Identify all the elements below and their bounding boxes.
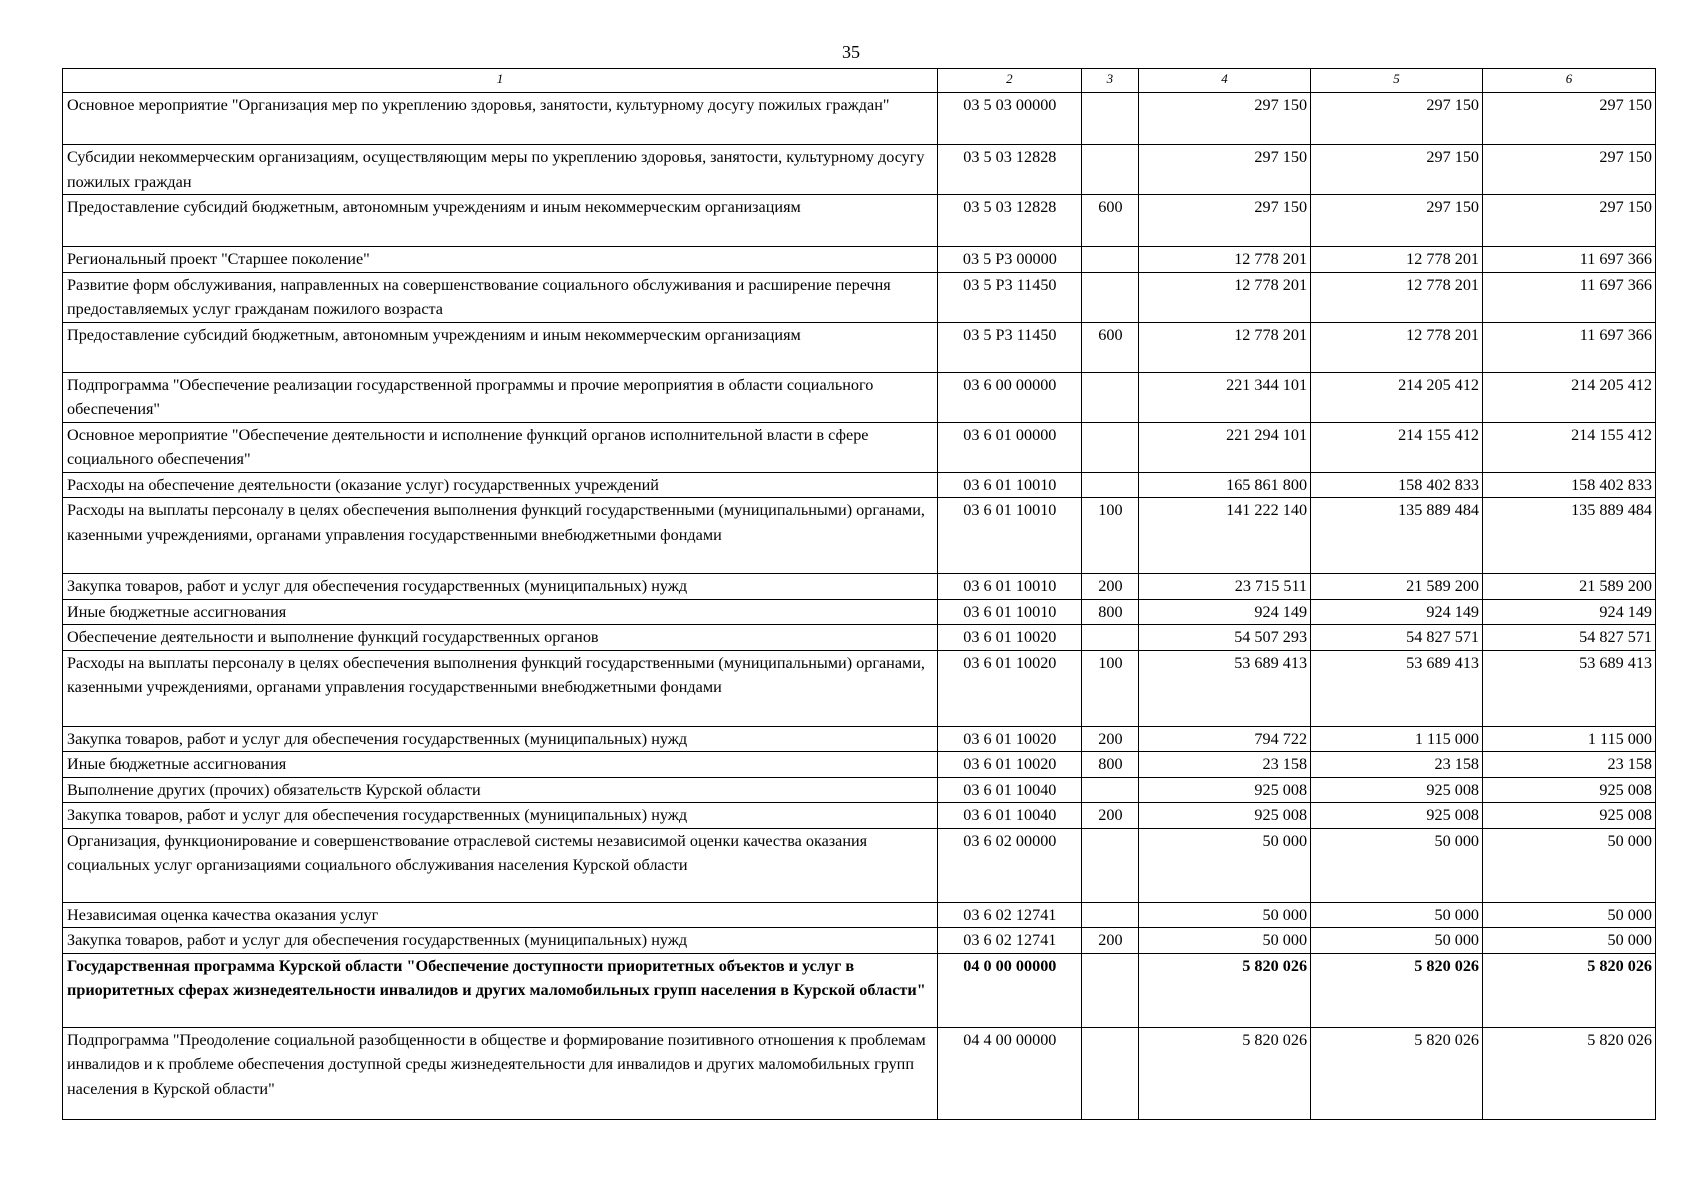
row-type-cell [1081,1027,1138,1119]
table-row [63,195,1656,247]
row-amount-1-cell: 12 778 201 [1139,247,1311,273]
row-amount-3-cell: 925 008 [1483,803,1656,829]
table-row [63,625,1656,651]
row-type-cell [1081,145,1138,195]
row-amount-3-cell: 297 150 [1483,145,1656,195]
row-amount-1-cell: 221 344 101 [1139,372,1311,422]
row-amount-1-cell: 23 158 [1139,752,1311,778]
row-name-cell: Подпрограмма "Преодоление социальной разобщенности в обществе и формирование позитивного отношения к проблемам инвалидов и к проблеме обеспечения доступной среды жизнедеятельности для инвалидов и других маломобильных групп населения в Курской области" [63,1027,938,1119]
column-header-amount-1: 4 [1139,69,1311,93]
row-code-cell: 03 6 02 12741 [937,902,1081,928]
row-name-cell: Основное мероприятие "Обеспечение деятельности и исполнение функций органов исполнительной власти в сфере социального обеспечения" [63,422,938,472]
row-name-cell: Независимая оценка качества оказания услуг [63,902,938,928]
row-amount-2-cell: 50 000 [1311,928,1483,954]
row-code-cell: 03 6 02 12741 [937,928,1081,954]
row-amount-1-cell: 221 294 101 [1139,422,1311,472]
row-code-cell: 04 4 00 00000 [937,1027,1081,1119]
row-amount-3-cell: 50 000 [1483,928,1656,954]
row-amount-3-cell: 53 689 413 [1483,650,1656,726]
row-code-cell: 03 6 01 00000 [937,422,1081,472]
row-type-cell: 100 [1081,650,1138,726]
row-name-cell: Закупка товаров, работ и услуг для обеспечения государственных (муниципальных) нужд [63,803,938,829]
row-amount-3-cell: 23 158 [1483,752,1656,778]
table-row [63,498,1656,574]
row-amount-1-cell: 5 820 026 [1139,1027,1311,1119]
row-amount-1-cell: 297 150 [1139,93,1311,145]
row-code-cell: 03 5 03 12828 [937,195,1081,247]
row-amount-1-cell: 12 778 201 [1139,272,1311,322]
row-type-cell [1081,422,1138,472]
row-amount-1-cell: 53 689 413 [1139,650,1311,726]
row-code-cell: 03 6 01 10020 [937,625,1081,651]
row-type-cell [1081,372,1138,422]
table-row [63,472,1656,498]
row-type-cell [1081,828,1138,902]
table-row [63,599,1656,625]
row-amount-2-cell: 214 155 412 [1311,422,1483,472]
row-amount-2-cell: 50 000 [1311,902,1483,928]
table-row [63,902,1656,928]
table-row [63,777,1656,803]
row-amount-1-cell: 5 820 026 [1139,953,1311,1027]
row-amount-3-cell: 924 149 [1483,599,1656,625]
row-amount-2-cell: 50 000 [1311,828,1483,902]
row-name-cell: Предоставление субсидий бюджетным, автономным учреждениям и иным некоммерческим организациям [63,322,938,372]
row-type-cell [1081,625,1138,651]
table-row [63,422,1656,472]
row-name-cell: Организация, функционирование и совершенствование отраслевой системы независимой оценки качества оказания социальных услуг организациями социального обслуживания населения Курской области [63,828,938,902]
row-amount-2-cell: 21 589 200 [1311,574,1483,600]
row-code-cell: 03 5 03 12828 [937,145,1081,195]
row-amount-1-cell: 50 000 [1139,902,1311,928]
row-amount-2-cell: 5 820 026 [1311,953,1483,1027]
row-amount-2-cell: 297 150 [1311,195,1483,247]
row-amount-1-cell: 141 222 140 [1139,498,1311,574]
row-amount-3-cell: 5 820 026 [1483,953,1656,1027]
row-amount-3-cell: 11 697 366 [1483,272,1656,322]
row-amount-3-cell: 5 820 026 [1483,1027,1656,1119]
table-row [63,322,1656,372]
row-code-cell: 03 6 02 00000 [937,828,1081,902]
row-name-cell: Основное мероприятие "Организация мер по укреплению здоровья, занятости, культурному досугу пожилых граждан" [63,93,938,145]
row-type-cell: 200 [1081,726,1138,752]
row-amount-2-cell: 925 008 [1311,803,1483,829]
row-code-cell: 03 6 01 10010 [937,574,1081,600]
row-type-cell [1081,93,1138,145]
row-amount-3-cell: 297 150 [1483,195,1656,247]
row-amount-1-cell: 50 000 [1139,828,1311,902]
row-amount-2-cell: 1 115 000 [1311,726,1483,752]
row-code-cell: 03 5 P3 00000 [937,247,1081,273]
row-name-cell: Предоставление субсидий бюджетным, автономным учреждениям и иным некоммерческим организациям [63,195,938,247]
row-type-cell: 600 [1081,322,1138,372]
row-amount-2-cell: 12 778 201 [1311,247,1483,273]
row-amount-1-cell: 297 150 [1139,195,1311,247]
table-row [63,247,1656,273]
row-amount-2-cell: 23 158 [1311,752,1483,778]
row-name-cell: Расходы на выплаты персоналу в целях обеспечения выполнения функций государственными (муниципальными) органами, казенными учреждениями, органами управления государственными внебюджетными фондами [63,650,938,726]
row-amount-3-cell: 1 115 000 [1483,726,1656,752]
row-code-cell: 03 6 01 10010 [937,498,1081,574]
row-amount-1-cell: 23 715 511 [1139,574,1311,600]
row-type-cell: 800 [1081,752,1138,778]
row-amount-1-cell: 925 008 [1139,803,1311,829]
row-code-cell: 03 6 01 10020 [937,726,1081,752]
row-code-cell: 03 5 P3 11450 [937,272,1081,322]
table-row [63,574,1656,600]
row-name-cell: Выполнение других (прочих) обязательств Курской области [63,777,938,803]
row-name-cell: Подпрограмма "Обеспечение реализации государственной программы и прочие мероприятия в области социального обеспечения" [63,372,938,422]
row-name-cell: Закупка товаров, работ и услуг для обеспечения государственных (муниципальных) нужд [63,928,938,954]
row-amount-2-cell: 924 149 [1311,599,1483,625]
row-type-cell [1081,272,1138,322]
row-name-cell: Развитие форм обслуживания, направленных на совершенствование социального обслуживания и расширение перечня предоставляемых услуг гражданам пожилого возраста [63,272,938,322]
row-amount-3-cell: 214 155 412 [1483,422,1656,472]
row-code-cell: 03 6 01 10040 [937,803,1081,829]
row-amount-1-cell: 924 149 [1139,599,1311,625]
row-amount-1-cell: 297 150 [1139,145,1311,195]
row-amount-2-cell: 158 402 833 [1311,472,1483,498]
row-amount-3-cell: 135 889 484 [1483,498,1656,574]
row-code-cell: 03 5 03 00000 [937,93,1081,145]
table-row [63,726,1656,752]
table-row [63,828,1656,902]
row-name-cell: Государственная программа Курской области "Обеспечение доступности приоритетных объектов и услуг в приоритетных сферах жизнедеятельности инвалидов и других маломобильных групп населения в Курской области" [63,953,938,1027]
row-type-cell [1081,953,1138,1027]
row-amount-2-cell: 12 778 201 [1311,272,1483,322]
row-code-cell: 03 6 00 00000 [937,372,1081,422]
row-amount-1-cell: 54 507 293 [1139,625,1311,651]
row-type-cell [1081,902,1138,928]
row-name-cell: Региональный проект "Старшее поколение" [63,247,938,273]
row-name-cell: Закупка товаров, работ и услуг для обеспечения государственных (муниципальных) нужд [63,574,938,600]
row-code-cell: 03 6 01 10010 [937,472,1081,498]
row-name-cell: Иные бюджетные ассигнования [63,599,938,625]
row-code-cell: 03 6 01 10040 [937,777,1081,803]
row-type-cell: 200 [1081,928,1138,954]
row-amount-1-cell: 794 722 [1139,726,1311,752]
row-name-cell: Расходы на выплаты персоналу в целях обеспечения выполнения функций государственными (муниципальными) органами, казенными учреждениями, органами управления государственными внебюджетными фондами [63,498,938,574]
row-amount-3-cell: 297 150 [1483,93,1656,145]
page-number: 35 [842,42,860,62]
row-amount-2-cell: 214 205 412 [1311,372,1483,422]
row-type-cell: 200 [1081,803,1138,829]
row-amount-2-cell: 54 827 571 [1311,625,1483,651]
column-header-amount-3: 6 [1483,69,1656,93]
row-amount-3-cell: 54 827 571 [1483,625,1656,651]
table-row [63,372,1656,422]
column-header-amount-2: 5 [1311,69,1483,93]
row-amount-3-cell: 11 697 366 [1483,247,1656,273]
table-row [63,752,1656,778]
row-amount-3-cell: 21 589 200 [1483,574,1656,600]
table-header-row [63,69,1656,93]
row-name-cell: Иные бюджетные ассигнования [63,752,938,778]
row-amount-2-cell: 5 820 026 [1311,1027,1483,1119]
table-row [63,145,1656,195]
table-row [63,953,1656,1027]
table-row [63,803,1656,829]
row-code-cell: 03 5 P3 11450 [937,322,1081,372]
row-type-cell: 200 [1081,574,1138,600]
row-amount-3-cell: 214 205 412 [1483,372,1656,422]
row-amount-3-cell: 50 000 [1483,902,1656,928]
row-code-cell: 03 6 01 10020 [937,650,1081,726]
row-type-cell [1081,777,1138,803]
row-amount-3-cell: 50 000 [1483,828,1656,902]
row-amount-3-cell: 158 402 833 [1483,472,1656,498]
row-amount-2-cell: 135 889 484 [1311,498,1483,574]
column-header-type: 3 [1081,69,1138,93]
row-amount-3-cell: 925 008 [1483,777,1656,803]
row-code-cell: 04 0 00 00000 [937,953,1081,1027]
row-type-cell [1081,247,1138,273]
row-amount-1-cell: 925 008 [1139,777,1311,803]
row-name-cell: Расходы на обеспечение деятельности (оказание услуг) государственных учреждений [63,472,938,498]
row-name-cell: Закупка товаров, работ и услуг для обеспечения государственных (муниципальных) нужд [63,726,938,752]
row-name-cell: Обеспечение деятельности и выполнение функций государственных органов [63,625,938,651]
table-body [63,93,1656,1120]
row-code-cell: 03 6 01 10020 [937,752,1081,778]
row-amount-1-cell: 165 861 800 [1139,472,1311,498]
table-row [63,93,1656,145]
row-type-cell: 100 [1081,498,1138,574]
row-type-cell: 800 [1081,599,1138,625]
row-amount-2-cell: 297 150 [1311,93,1483,145]
row-amount-2-cell: 12 778 201 [1311,322,1483,372]
row-type-cell [1081,472,1138,498]
column-header-name: 1 [63,69,938,93]
row-amount-3-cell: 11 697 366 [1483,322,1656,372]
row-code-cell: 03 6 01 10010 [937,599,1081,625]
row-amount-1-cell: 50 000 [1139,928,1311,954]
table-row [63,650,1656,726]
row-amount-2-cell: 297 150 [1311,145,1483,195]
table-row [63,928,1656,954]
table-row [63,1027,1656,1119]
row-name-cell: Субсидии некоммерческим организациям, осуществляющим меры по укреплению здоровья, занятости, культурному досугу пожилых граждан [63,145,938,195]
budget-table [62,68,1656,1120]
row-type-cell: 600 [1081,195,1138,247]
table-row [63,272,1656,322]
row-amount-1-cell: 12 778 201 [1139,322,1311,372]
row-amount-2-cell: 53 689 413 [1311,650,1483,726]
column-header-code: 2 [937,69,1081,93]
row-amount-2-cell: 925 008 [1311,777,1483,803]
